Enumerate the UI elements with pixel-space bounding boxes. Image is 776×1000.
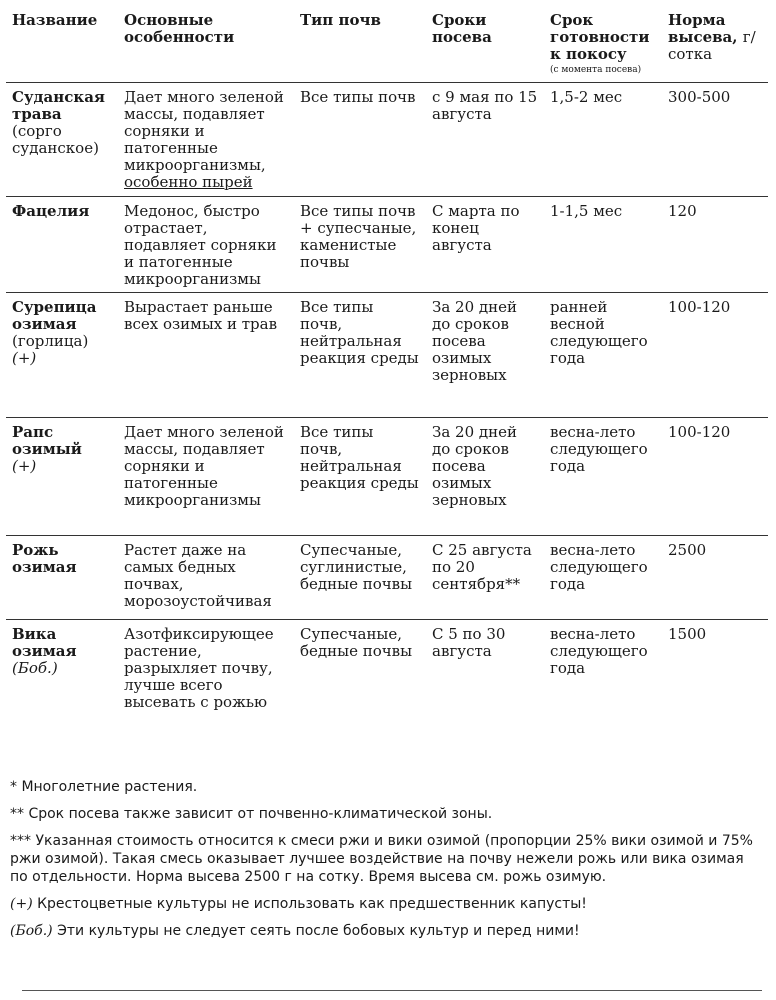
footnotes (10, 778, 760, 949)
table-header-row (6, 6, 768, 83)
features-underlined: особенно пырей (124, 173, 253, 191)
header-ready-note: (с момента посева) (550, 65, 642, 75)
cell-ready: ранней весной следующего года (544, 293, 662, 418)
cell-name (6, 197, 118, 293)
footnote-legumes (10, 922, 760, 940)
cell-soil: Супесчаные, суглинистые, бедные почвы (294, 536, 426, 620)
cell-soil: Все типы почв (294, 83, 426, 197)
footnote-mixture: *** Указанная стоимость относится к смеси ржи и вики озимой (пропорции 25% вики озимой и 75% ржи озимой). Такая смесь оказывает лучшее воздействие на почву нежели рожь или вика озимая по отдельности. Норма высева 2500 г на сотку. Время высева см. рожь озимую. (10, 833, 753, 885)
table-row (6, 83, 768, 197)
table-row (6, 293, 768, 418)
crop-mark: (+) (12, 457, 37, 475)
crop-mark: (Боб.) (12, 659, 58, 677)
header-ready (544, 6, 662, 83)
cell-ready: весна-лето следующего года (544, 418, 662, 536)
crop-name: Вика озимая (12, 625, 77, 660)
crop-name: Суданская трава (12, 88, 106, 123)
cell-features: Медонос, быстро отрастает, подавляет сорняки и патогенные микроорганизмы (118, 197, 294, 293)
cell-sowing: За 20 дней до сроков посева озимых зерновых (426, 418, 544, 536)
cell-name (6, 620, 118, 724)
cell-ready: 1-1,5 мес (544, 197, 662, 293)
features-text: Дает много зеленой массы, подавляет сорняки и патогенные микроорганизмы, (124, 88, 284, 174)
cell-name (6, 418, 118, 536)
cell-sowing: За 20 дней до сроков посева озимых зерновых (426, 293, 544, 418)
header-sowing: Сроки посева (426, 6, 544, 83)
header-ready-label: Срок готовности к покосу (550, 11, 650, 63)
crop-name: Фацелия (12, 202, 90, 220)
footnote-cruciferous-mark: (+) (10, 896, 33, 912)
table-row (6, 197, 768, 293)
crop-name: Сурепица озимая (12, 298, 97, 333)
bottom-divider (22, 990, 762, 991)
crop-mark: (+) (12, 349, 37, 367)
header-soil: Тип почв (294, 6, 426, 83)
footnote-cruciferous (10, 895, 760, 913)
cell-soil: Супесчаные, бедные почвы (300, 625, 413, 660)
cell-sowing: С 5 по 30 августа (432, 625, 506, 660)
cell-sowing: С 25 августа по 20 сентября** (426, 536, 544, 620)
cell-rate: 2500 (662, 536, 768, 620)
footnote-legumes-text: Эти культуры не следует сеять после бобовых культур и перед ними! (52, 923, 580, 939)
cell-sowing: с 9 мая по 15 августа (426, 83, 544, 197)
cell-ready: 1,5-2 мес (544, 83, 662, 197)
header-rate (662, 6, 768, 83)
cell-ready: весна-лето следующего года (544, 536, 662, 620)
table-row (6, 620, 768, 724)
cell-features: Растет даже на самых бедных почвах, морозоустойчивая (118, 536, 294, 620)
cell-soil: Все типы почв, нейтральная реакция среды (294, 418, 426, 536)
cell-rate: 300-500 (662, 83, 768, 197)
cell-name (6, 83, 118, 197)
table-row (6, 418, 768, 536)
crop-name: Рожь озимая (12, 541, 77, 576)
cell-sowing: С марта по конец августа (426, 197, 544, 293)
cell-name (6, 293, 118, 418)
cell-soil: Все типы почв + супесчаные, каменистые почвы (294, 197, 426, 293)
cell-features: Дает много зеленой массы, подавляет сорняки и патогенные микроорганизмы (118, 418, 294, 536)
cell-ready: весна-лето следующего года (550, 625, 648, 677)
footnote-cruciferous-text: Крестоцветные культуры не использовать как предшественник капусты! (32, 896, 587, 912)
cell-rate: 1500 (668, 625, 707, 643)
crop-name-sub: (горлица) (12, 332, 89, 350)
table-row (6, 536, 768, 620)
cell-soil: Все типы почв, нейтральная реакция среды (294, 293, 426, 418)
crop-name-sub: (сорго суданское) (12, 122, 99, 157)
header-rate-label: Норма высева, (668, 11, 738, 46)
cell-features: Вырастает раньше всех озимых и трав (118, 293, 294, 418)
cell-rate: 120 (662, 197, 768, 293)
cover-crops-table (6, 6, 768, 724)
cell-rate: 100-120 (662, 293, 768, 418)
cell-rate: 100-120 (662, 418, 768, 536)
crop-name: Рапс озимый (12, 423, 82, 458)
footnote-legumes-mark: (Боб.) (10, 923, 53, 939)
cell-features: Азотфиксирующее растение, разрыхляет почву, лучше всего высевать с рожью (124, 625, 274, 711)
cell-features (118, 83, 294, 197)
crops-table-container (6, 6, 768, 724)
header-name: Название (6, 6, 118, 83)
header-features: Основные особенности (118, 6, 294, 83)
header-rate-unit: г/сотка (668, 28, 756, 63)
cell-name (6, 536, 118, 620)
footnote-sowing-zone: ** Срок посева также зависит от почвенно-климатической зоны. (10, 806, 493, 822)
footnote-perennial: * Многолетние растения. (10, 779, 198, 795)
